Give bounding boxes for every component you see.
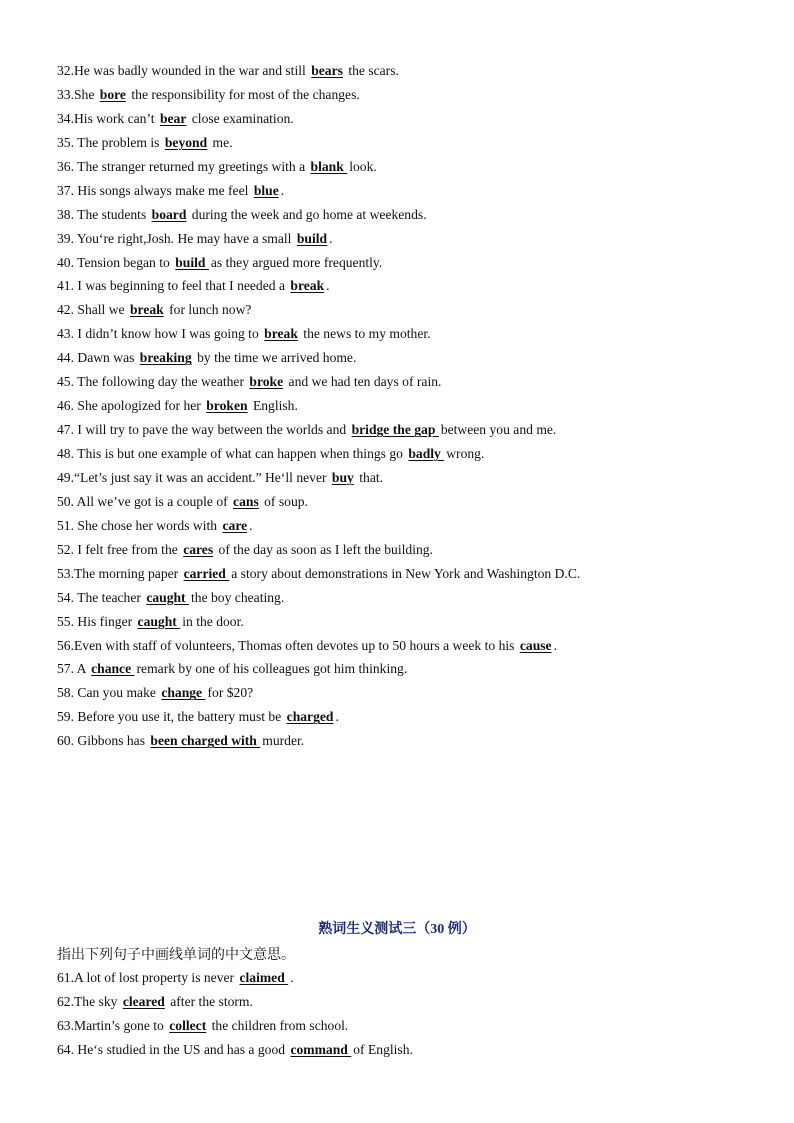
sentence-text: .: [335, 709, 339, 725]
exercise-sentence: [57, 179, 747, 203]
exercise-sentence: [57, 203, 747, 227]
underlined-keyword: cans: [233, 493, 259, 509]
sentence-text: 36. The stranger returned my greetings with a: [57, 158, 309, 174]
exercise-sentence: [57, 1014, 747, 1038]
underlined-keyword: breaking: [139, 350, 192, 366]
sentence-text: .: [326, 278, 330, 294]
underlined-keyword: bear: [159, 110, 187, 126]
underlined-keyword: broken: [206, 398, 248, 414]
exercise-sentence: [57, 107, 747, 131]
underlined-keyword: cleared: [122, 993, 165, 1009]
underlined-keyword: change: [161, 685, 206, 701]
sentence-text: .: [249, 517, 253, 533]
underlined-keyword: break: [290, 278, 325, 294]
sentence-text: 54. The teacher: [57, 589, 145, 605]
exercise-sentence: [57, 83, 747, 107]
exercise-sentence: [57, 370, 747, 394]
sentence-text: 64. He‘s studied in the US and has a good: [57, 1041, 289, 1057]
sentence-text: 41. I was beginning to feel that I needed a: [57, 278, 289, 294]
exercise-sentence: [57, 586, 747, 610]
underlined-keyword: board: [151, 206, 187, 222]
sentence-text: 37. His songs always make me feel: [57, 182, 252, 198]
exercise-sentence: [57, 298, 747, 322]
exercise-sentence: [57, 634, 747, 658]
sentence-text: by the time we arrived home.: [193, 350, 357, 366]
sentence-text: the responsibility for most of the changes.: [127, 86, 360, 102]
exercise-sentence: [57, 562, 747, 586]
sentence-text: 55. His finger: [57, 613, 136, 629]
sentence-text: 50. All we’ve got is a couple of: [57, 493, 232, 509]
underlined-keyword: bridge the gap: [351, 422, 439, 438]
sentence-text: between you and me.: [440, 422, 557, 438]
exercise-sentence: [57, 729, 747, 753]
exercise-sentence: [57, 610, 747, 634]
sentence-text: 49.“Let’s just say it was an accident.” He‘ll never: [57, 469, 330, 485]
underlined-keyword: care: [222, 517, 248, 533]
sentence-text: wrong.: [446, 446, 485, 461]
exercise-sentence: [57, 274, 747, 298]
sentence-text: 33.She: [57, 86, 98, 102]
exercise-sentence: [57, 705, 747, 729]
sentence-text: .: [329, 230, 333, 246]
exercise-sentence: [57, 251, 747, 275]
exercise-sentence: [57, 1038, 747, 1062]
sentence-text: 61.A lot of lost property is never: [57, 970, 238, 985]
underlined-keyword: break: [129, 302, 164, 318]
sentence-text: 38. The students: [57, 206, 150, 222]
underlined-keyword: build: [296, 230, 328, 246]
exercise-sentence: [57, 466, 747, 490]
exercise-sentence: [57, 227, 747, 251]
underlined-keyword: charged: [286, 709, 334, 725]
exercise-sentence: [57, 59, 747, 83]
sentence-text: 40. Tension began to: [57, 254, 174, 270]
sentence-text: 46. She apologized for her: [57, 398, 205, 414]
sentence-text: look.: [349, 158, 377, 174]
exercise-list-part2: [57, 966, 747, 1062]
sentence-text: the scars.: [344, 63, 399, 78]
sentence-text: of English.: [353, 1041, 413, 1057]
sentence-text: 51. She chose her words with: [57, 517, 221, 533]
sentence-text: and we had ten days of rain.: [285, 374, 442, 390]
instruction-text: 指出下列句子中画线单词的中文意思。: [57, 947, 295, 963]
sentence-text: the news to my mother.: [299, 326, 431, 342]
sentence-text: a story about demonstrations in New York and Washington D.C.: [231, 565, 581, 581]
sentence-text: 60. Gibbons has: [57, 733, 149, 749]
sentence-text: 58. Can you make: [57, 685, 160, 701]
sentence-text: 48. This is but one example of what can happen when things go: [57, 446, 407, 461]
underlined-keyword: build: [175, 254, 209, 270]
underlined-keyword: blue: [253, 182, 279, 198]
underlined-keyword: break: [264, 326, 298, 342]
exercise-sentence: [57, 131, 747, 155]
underlined-keyword: chance: [91, 661, 135, 677]
sentence-text: 39. You‘re right,Josh. He may have a small: [57, 230, 295, 246]
sentence-text: 63.Martin’s gone to: [57, 1017, 168, 1033]
sentence-text: after the storm.: [166, 993, 253, 1009]
underlined-keyword: bore: [99, 86, 126, 102]
sentence-text: .: [553, 637, 557, 653]
exercise-sentence: [57, 966, 747, 990]
exercise-sentence: [57, 442, 747, 466]
section-title: 熟词生义测试三（30 例）: [318, 922, 476, 937]
exercise-sentence: [57, 322, 747, 346]
sentence-text: 56.Even with staff of volunteers, Thomas often devotes up to 50 hours a week to his: [57, 637, 518, 653]
sentence-text: 43. I didn’t know how I was going to: [57, 326, 263, 342]
exercise-sentence: [57, 538, 747, 562]
sentence-text: 52. I felt free from the: [57, 541, 182, 557]
exercise-sentence: [57, 155, 747, 179]
sentence-text: 59. Before you use it, the battery must be: [57, 709, 285, 725]
exercise-list-part1: [57, 59, 747, 753]
underlined-keyword: beyond: [164, 134, 208, 150]
exercise-sentence: [57, 346, 747, 370]
sentence-text: murder.: [262, 733, 305, 749]
sentence-text: me.: [209, 134, 233, 150]
underlined-keyword: cares: [183, 541, 214, 557]
sentence-text: in the door.: [182, 613, 244, 629]
underlined-keyword: claimed: [239, 970, 289, 985]
underlined-keyword: command: [290, 1041, 352, 1057]
sentence-text: for lunch now?: [165, 302, 252, 318]
exercise-sentence: [57, 657, 747, 681]
sentence-text: 35. The problem is: [57, 134, 163, 150]
exercise-sentence: [57, 394, 747, 418]
sentence-text: of the day as soon as I left the building.: [215, 541, 433, 557]
sentence-text: during the week and go home at weekends.: [188, 206, 427, 222]
underlined-keyword: caught: [137, 613, 181, 629]
underlined-keyword: cause: [519, 637, 552, 653]
exercise-sentence: [57, 681, 747, 705]
sentence-text: as they argued more frequently.: [210, 254, 383, 270]
sentence-text: 57. A: [57, 661, 90, 677]
sentence-text: 44. Dawn was: [57, 350, 138, 366]
sentence-text: the boy cheating.: [191, 589, 285, 605]
underlined-keyword: blank: [310, 158, 348, 174]
sentence-text: 32.He was badly wounded in the war and still: [57, 63, 310, 78]
sentence-text: of soup.: [260, 493, 308, 509]
sentence-text: the children from school.: [208, 1017, 349, 1033]
exercise-sentence: [57, 990, 747, 1014]
sentence-text: 62.The sky: [57, 993, 121, 1009]
sentence-text: that.: [355, 469, 384, 485]
underlined-keyword: carried: [183, 565, 230, 581]
exercise-sentence: [57, 514, 747, 538]
sentence-text: English.: [249, 398, 298, 414]
underlined-keyword: badly: [408, 446, 445, 461]
sentence-text: remark by one of his colleagues got him thinking.: [136, 661, 408, 677]
exercise-sentence: [57, 490, 747, 514]
sentence-text: .: [280, 182, 285, 198]
sentence-text: 53.The morning paper: [57, 565, 182, 581]
sentence-text: 42. Shall we: [57, 302, 128, 318]
sentence-text: 45. The following day the weather: [57, 374, 248, 390]
sentence-text: 47. I will try to pave the way between the worlds and: [57, 422, 350, 438]
underlined-keyword: broke: [249, 374, 284, 390]
underlined-keyword: collect: [169, 1017, 207, 1033]
underlined-keyword: bears: [311, 63, 343, 78]
sentence-text: .: [290, 970, 294, 985]
underlined-keyword: caught: [146, 589, 189, 605]
sentence-text: for $20?: [207, 685, 254, 701]
underlined-keyword: buy: [331, 469, 354, 485]
underlined-keyword: been charged with: [150, 733, 261, 749]
exercise-sentence: [57, 418, 747, 442]
sentence-text: 34.His work can’t: [57, 110, 158, 126]
sentence-text: close examination.: [188, 110, 294, 126]
